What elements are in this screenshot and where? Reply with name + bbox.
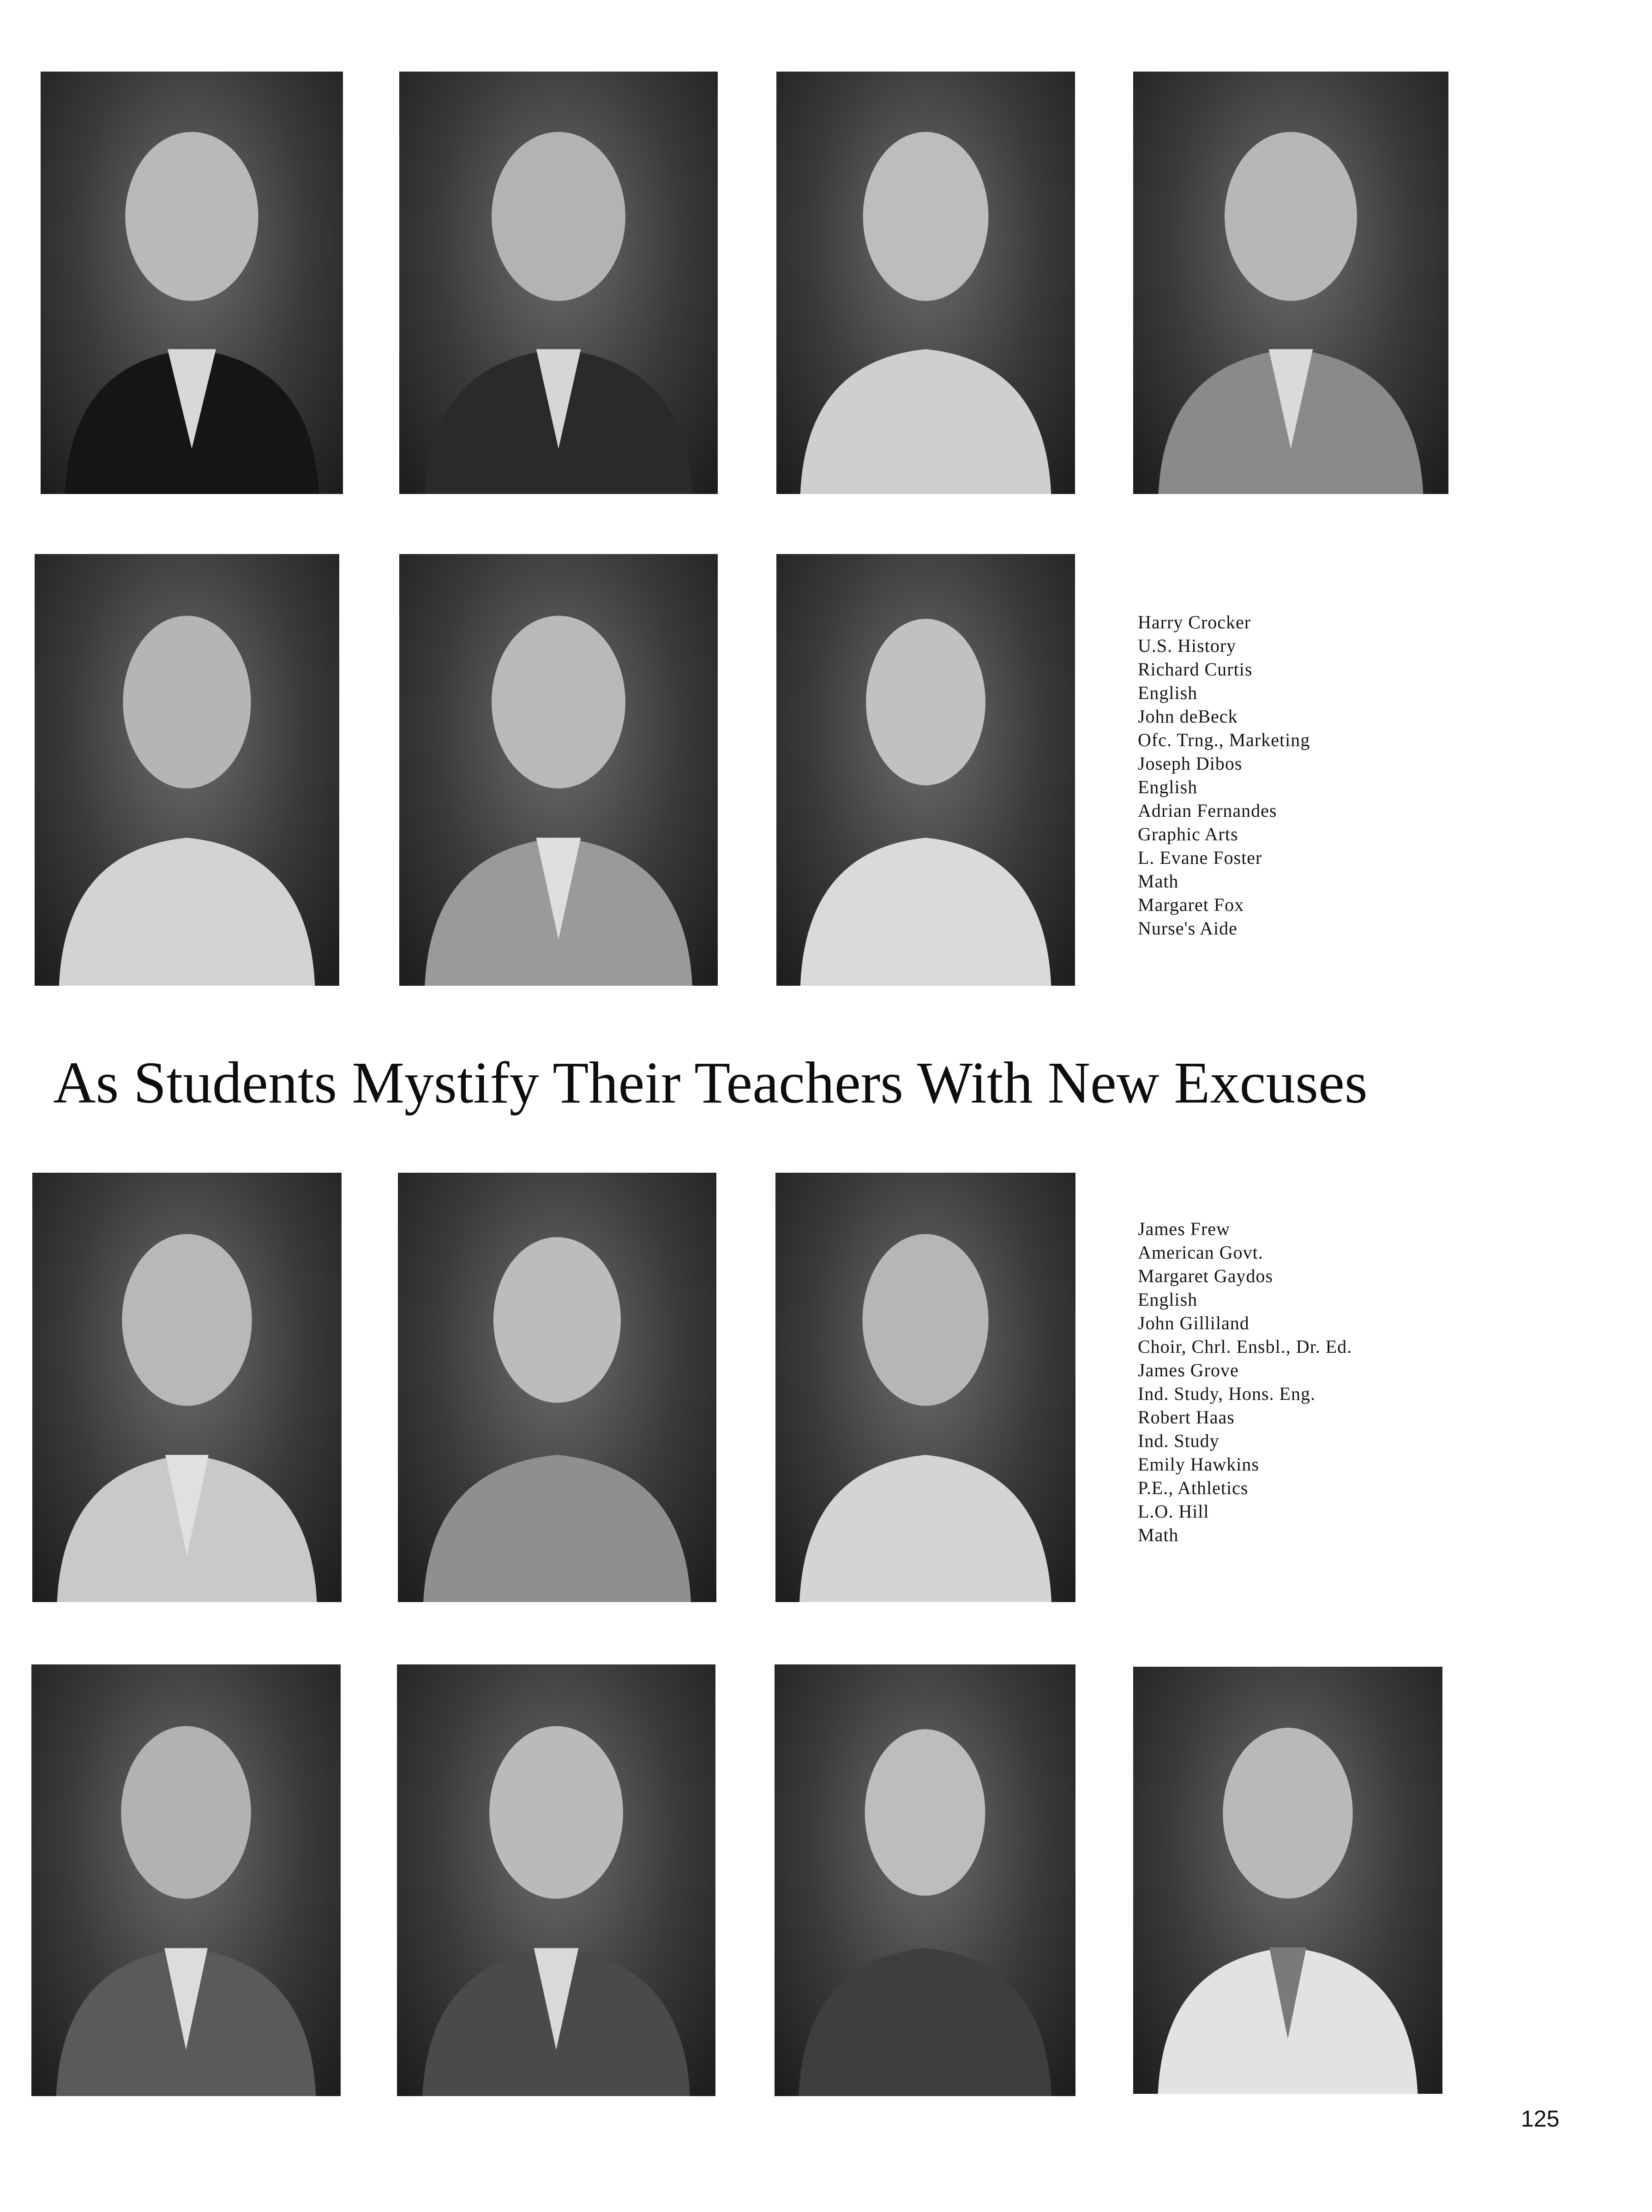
caption-line: Nurse's Aide [1138,918,1237,939]
caption-line: Ind. Study, Hons. Eng. [1138,1383,1316,1404]
caption-line: Robert Haas [1138,1407,1235,1428]
portrait-photo [1133,72,1448,494]
caption-line: Adrian Fernandes [1138,800,1277,821]
page-number: 125 [1521,2106,1560,2132]
caption-line: English [1138,1289,1198,1310]
caption-line: Choir, Chrl. Ensbl., Dr. Ed. [1138,1336,1352,1357]
portrait-photo [31,1664,341,2096]
caption-line: James Frew [1138,1218,1230,1239]
portrait-photo [775,1664,1075,2096]
caption-line: John deBeck [1138,706,1238,727]
caption-line: Joseph Dibos [1138,753,1243,774]
portrait-photo [35,554,339,986]
caption-block-2 [1138,1217,1352,1547]
caption-line: Ind. Study [1138,1430,1219,1451]
caption-line: Margaret Gaydos [1138,1266,1274,1286]
caption-line: Math [1138,871,1179,892]
portrait-photo [775,1173,1075,1602]
caption-line: James Grove [1138,1360,1239,1380]
caption-line: L. Evane Foster [1138,847,1262,868]
portrait-photo [399,554,718,986]
portrait-photo [399,72,718,494]
caption-line: L.O. Hill [1138,1501,1209,1522]
portrait-photo [32,1173,342,1602]
caption-line: Ofc. Trng., Marketing [1138,729,1310,750]
caption-block-1 [1138,610,1310,940]
caption-line: Richard Curtis [1138,659,1253,680]
caption-line: Emily Hawkins [1138,1454,1259,1475]
portrait-photo [398,1173,716,1602]
caption-line: Harry Crocker [1138,612,1251,633]
caption-line: American Govt. [1138,1242,1263,1263]
caption-line: English [1138,682,1198,703]
caption-line: John Gilliland [1138,1313,1250,1333]
page-headline: As Students Mystify Their Teachers With New Excuses [53,1050,1368,1115]
portrait-photo [776,72,1075,494]
caption-line: Math [1138,1525,1179,1545]
caption-line: U.S. History [1138,635,1237,656]
caption-line: Margaret Fox [1138,894,1244,915]
portrait-photo [1133,1667,1442,2094]
caption-line: English [1138,777,1198,797]
caption-line: Graphic Arts [1138,824,1238,844]
portrait-photo [397,1664,715,2096]
portrait-photo [41,72,343,494]
caption-line: P.E., Athletics [1138,1477,1249,1498]
portrait-photo [776,554,1075,986]
